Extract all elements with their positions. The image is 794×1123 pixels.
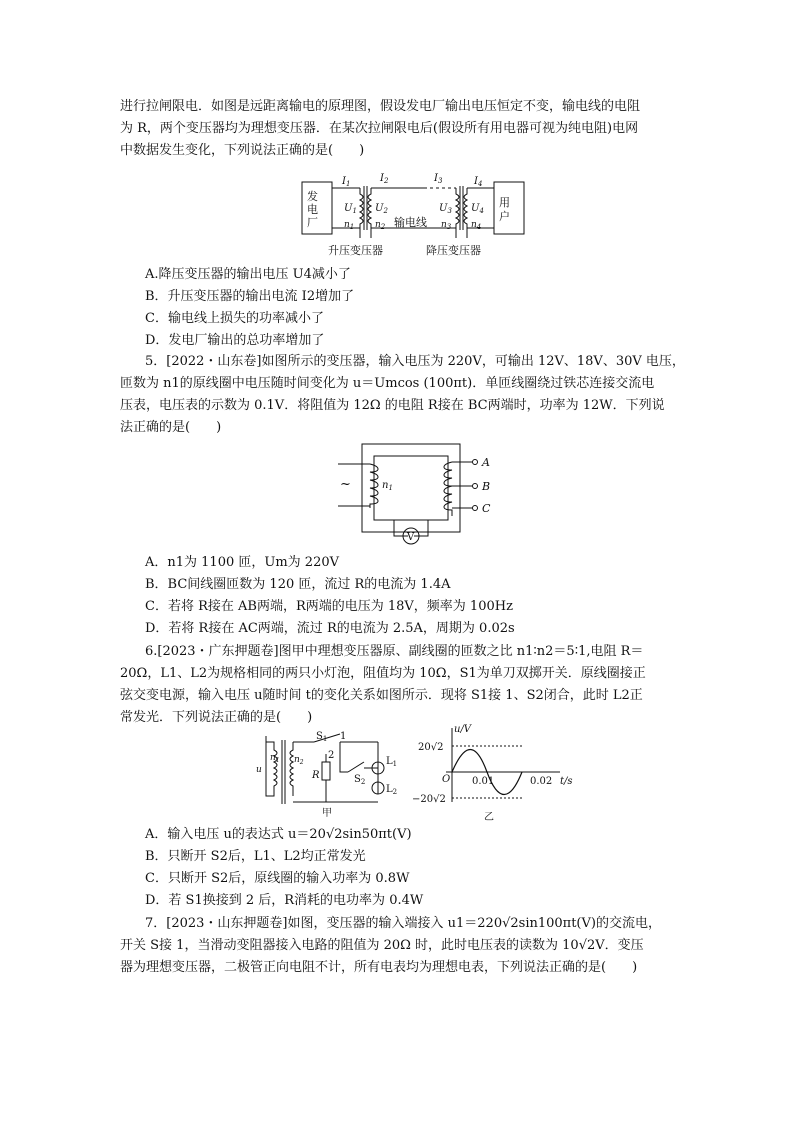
q7-stem-line-1: 7．[2023・山东押题卷]如图，变压器的输入端接入 u1＝220√2sin100πt(V)的交流电，	[145, 916, 661, 931]
svg-text:I1: $I_1$	[342, 176, 351, 188]
transmission-diagram	[298, 168, 528, 260]
q4-stem-line-3: 中数据发生变化，下列说法正确的是( )	[120, 143, 365, 158]
q4-option-b[interactable]: B．升压变压器的输出电流 I2增加了	[145, 289, 355, 304]
q5-stem-line-4: 法正确的是( )	[120, 420, 222, 435]
terminal-c: C	[482, 502, 491, 515]
svg-text:n2: $n_2$	[294, 755, 304, 766]
svg-text:n1: $n_1$	[382, 480, 393, 492]
svg-text:U2: $U_2$	[375, 203, 388, 215]
step-up-label: 升压变压器	[328, 244, 383, 257]
svg-text:n3: $n_3$	[441, 220, 452, 231]
q5-option-b[interactable]: B．BC间线圈匝数为 120 匝，流过 R的电流为 1.4A	[145, 577, 451, 592]
x-tick-1: 0.01	[472, 776, 495, 787]
svg-text:户: 户	[499, 210, 510, 223]
svg-text:I2: $I_2$	[380, 173, 389, 185]
transformer-diagram	[334, 436, 504, 550]
q6-option-d[interactable]: D．若 S1换接到 2 后，R消耗的电功率为 0.4W	[145, 893, 424, 908]
svg-text:U4: $U_4$	[471, 203, 484, 215]
q4-option-c[interactable]: C．输电线上损失的功率减小了	[145, 311, 324, 326]
q5-stem-line-2: 匝数为 n1的原线圈中电压随时间变化为 u＝Umcos (100πt)．单匝线圈绕过铁芯连接交流电	[120, 376, 655, 391]
svg-text:S1: $S_1$	[316, 731, 328, 743]
q4-stem-line-1: 进行拉闸限电．如图是远距离输电的原理图，假设发电厂输出电压恒定不变，输电线的电阻	[120, 99, 641, 114]
terminal-b: B	[482, 480, 491, 493]
q5-option-c[interactable]: C．若将 R接在 AB两端，R两端的电压为 18V，频率为 100Hz	[145, 599, 513, 614]
line-label: 输电线	[394, 216, 427, 229]
svg-text:厂: 厂	[307, 216, 318, 229]
ac-source-symbol: ~	[340, 477, 351, 492]
q6-option-c[interactable]: C．只断开 S2后，原线圈的输入功率为 0.8W	[145, 871, 410, 886]
svg-text:u: u	[256, 765, 262, 775]
y-axis-label: u/V	[454, 724, 472, 735]
x-axis-label: t/s	[560, 776, 573, 787]
svg-text:R: R	[312, 770, 320, 781]
q6-stem-line-1: 6.[2023・广东押题卷]图甲中理想变压器原、副线圈的匝数之比 n1∶n2＝5∶1,电阻 R＝	[145, 644, 644, 659]
q7-stem-line-2: 开关 S接 1，当滑动变阻器接入电路的阻值为 20Ω 时，此时电压表的读数为 10√2V．变压	[120, 938, 644, 953]
svg-text:n1: $n_1$	[270, 753, 280, 764]
x-tick-2: 0.02	[530, 776, 553, 787]
svg-text:U1: $U_1$	[344, 203, 357, 215]
svg-text:L1: $L_1$	[386, 756, 398, 768]
q6-stem-line-4: 常发光．下列说法正确的是( )	[120, 710, 313, 725]
q5-stem-line-1: 5．[2022・山东卷]如图所示的变压器，输入电压为 220V，可输出 12V、18V、30V 电压，	[145, 354, 685, 369]
svg-text:n1: $n_1$	[344, 220, 355, 231]
svg-text:I4: $I_4$	[474, 176, 483, 188]
svg-text:I3: $I_3$	[434, 173, 443, 185]
y-pos-label: 20√2	[418, 742, 444, 753]
svg-text:1: 1	[340, 731, 347, 742]
q6-stem-line-2: 20Ω，L1、L2为规格相同的两只小灯泡，阻值均为 10Ω，S1为单刀双掷开关．原线圈接正	[120, 666, 646, 681]
svg-text:n4: $n_4$	[471, 220, 482, 231]
q5-option-d[interactable]: D．若将 R接在 AC两端，流过 R的电流为 2.5A，周期为 0.02s	[145, 621, 515, 636]
svg-text:L2: $L_2$	[386, 784, 398, 796]
fig-b-label: 乙	[484, 812, 494, 823]
user-label: 用	[499, 196, 510, 209]
q6-option-a[interactable]: A．输入电压 u的表达式 u＝20√2sin50πt(V)	[145, 827, 412, 842]
terminal-a: A	[482, 456, 490, 469]
fig-a-label: 甲	[322, 808, 332, 819]
y-neg-label: −20√2	[412, 794, 446, 805]
q4-stem-line-2: 为 R，两个变压器均为理想变压器．在某次拉闸限电后(假设所有用电器可视为纯电阻)电网	[120, 121, 639, 136]
svg-text:U3: $U_3$	[439, 203, 452, 215]
voltmeter-label: V	[407, 532, 415, 543]
q5-stem-line-3: 压表，电压表的示数为 0.1V．将阻值为 12Ω 的电阻 R接在 BC两端时，功率为 12W．下列说	[120, 398, 665, 413]
q7-stem-line-3: 器为理想变压器，二极管正向电阻不计，所有电表均为理想电表，下列说法正确的是( )	[120, 960, 638, 975]
origin-label: O	[442, 774, 451, 785]
circuit-diagram-a	[256, 730, 406, 818]
step-down-label: 降压变压器	[426, 244, 481, 257]
q4-option-a[interactable]: A.降压变压器的输出电压 U4减小了	[145, 267, 351, 282]
q5-option-a[interactable]: A．n1为 1100 匝，Um为 220V	[145, 555, 339, 570]
voltage-waveform	[410, 722, 573, 824]
svg-text:S2: $S_2$	[354, 774, 366, 786]
q6-stem-line-3: 弦交变电源，输入电压 u随时间 t的变化关系如图所示．现将 S1接 1、S2闭合，此时 L2正	[120, 688, 643, 703]
svg-text:n2: $n_2$	[375, 220, 386, 231]
q6-option-b[interactable]: B．只断开 S2后，L1、L2均正常发光	[145, 849, 366, 864]
svg-text:2: 2	[328, 750, 335, 761]
plant-label: 发	[307, 190, 318, 203]
svg-text:电: 电	[307, 203, 318, 216]
q4-option-d[interactable]: D．发电厂输出的总功率增加了	[145, 333, 325, 348]
